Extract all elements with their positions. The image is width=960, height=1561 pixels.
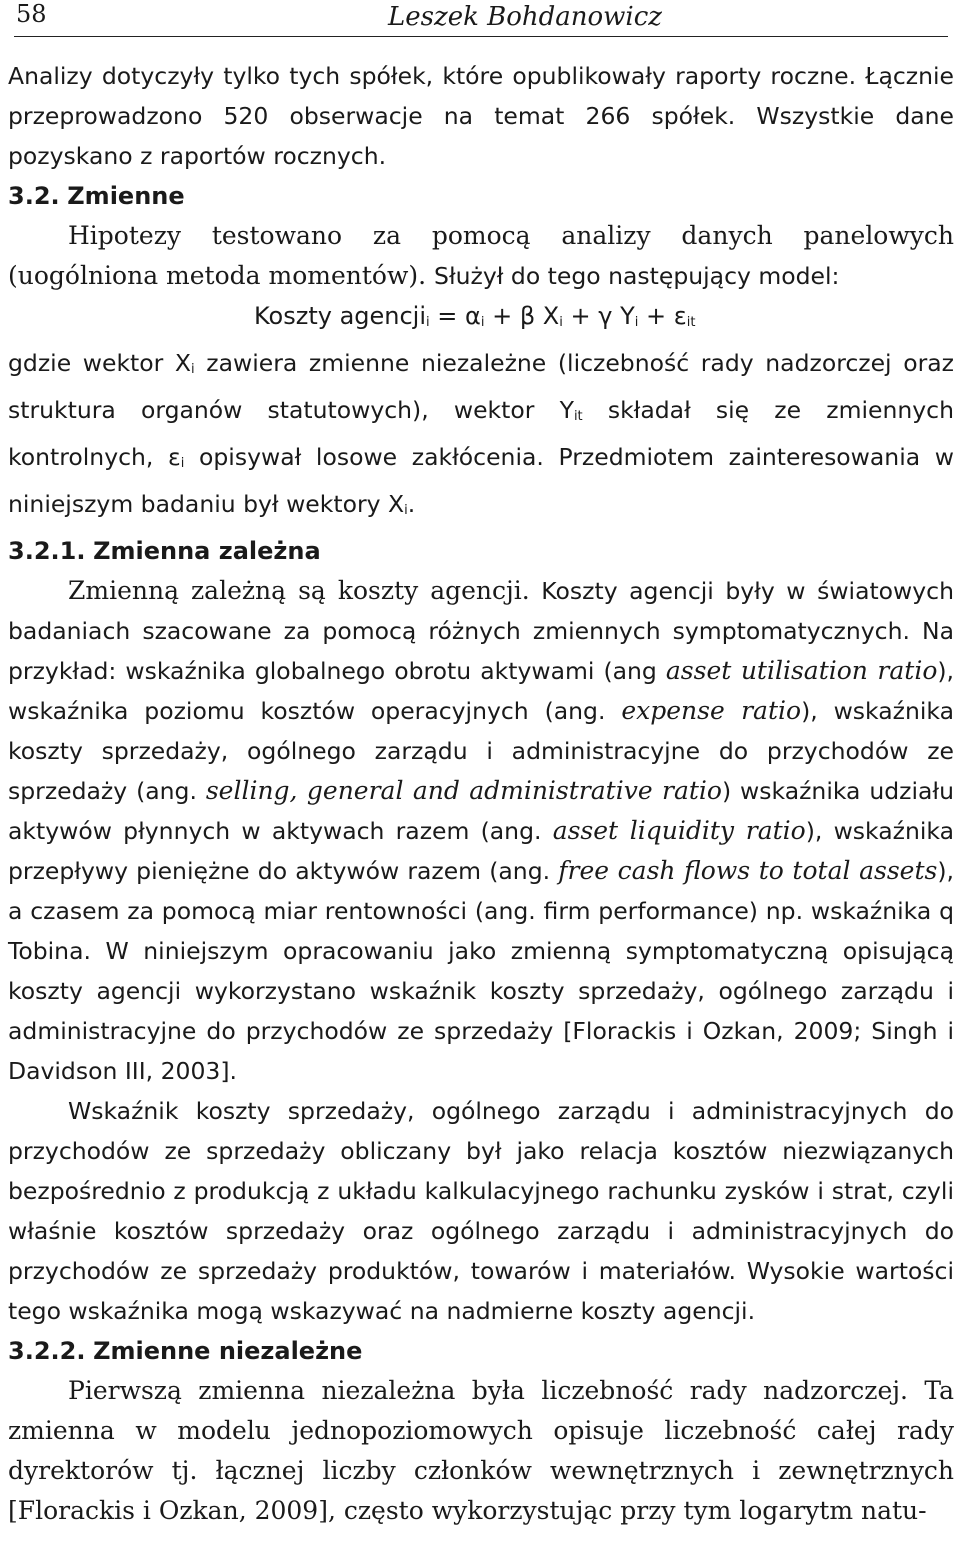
formula-sub: i — [634, 315, 639, 330]
header-rule — [14, 36, 948, 37]
running-head-author: Leszek Bohdanowicz — [388, 2, 662, 32]
text-run: ) wskaźnika udziału aktywów płynnych w aktywach razem (ang. — [8, 777, 954, 845]
formula-eq: = — [429, 302, 466, 330]
text-run: . — [407, 490, 416, 518]
paragraph-independent-variables: Pierwszą zmienna niezależna była liczebność rady nadzorczej. Ta zmienna w modelu jednopoziomowych opisuje liczebność całej rady dyrektorów tj. łącznej liczby członków wewnętrznych i zewnętrznych [Florackis i Ozkan, 2009], często wykorzystując przy tym logarytm natu- — [8, 1376, 954, 1525]
italic-term: free cash flows to total assets — [558, 856, 938, 885]
page-body — [8, 38, 954, 1531]
text-run: opisywał losowe zakłócenia. Przedmiotem zainteresowania w niniejszym badaniu był wektory X — [8, 443, 954, 518]
formula-sub: i — [559, 315, 563, 330]
section-heading-3-2-2 — [8, 1331, 954, 1371]
section-number: 3.2.1. — [8, 537, 86, 565]
paragraph-vectors — [8, 343, 954, 531]
paragraph-ratio-definition: Wskaźnik koszty sprzedaży, ogólnego zarządu i administracyjnych do przychodów ze sprzedaży obliczany był jako relacja kosztów niezwiązanych bezpośrednio z produkcją z układu kalkulacyjnego rachunku zysków i strat, czyli właśnie kosztów sprzedaży oraz ogólnego zarządu i administracyjnych do przychodów ze sprzedaży produktów, towarów i materiałów. Wysokie wartości tego wskaźnika mogą wskazywać na nadmierne koszty agencji. — [8, 1097, 954, 1325]
paragraph-text-model: Służył do tego następujący model: — [434, 262, 840, 290]
italic-term: expense ratio — [621, 696, 802, 725]
formula-term-x: + β X — [484, 302, 560, 330]
text-run: ), wskaźnika koszty sprzedaży, ogólnego zarządu i administracyjne do przychodów ze sprzedaży (ang. — [8, 697, 954, 805]
model-formula — [8, 296, 954, 343]
paragraph-text: Hipotezy testowano za pomocą analizy danych panelowych (uogólniona metoda momentów). — [8, 221, 954, 290]
text-run: Zmienną zależną są koszty agencji. — [68, 576, 530, 605]
section-heading-3-2 — [8, 176, 954, 216]
formula-term-y: + γ Y — [562, 302, 635, 330]
section-number: 3.2.2. — [8, 1337, 86, 1365]
section-title: Zmienne — [67, 182, 185, 210]
page-header — [8, 0, 954, 38]
section-heading-3-2-1 — [8, 531, 954, 571]
text-sub: i — [404, 503, 408, 518]
section-number: 3.2. — [8, 182, 60, 210]
paragraph-dependent-variable — [8, 571, 954, 1091]
formula-lhs: Koszty agencji — [254, 302, 427, 330]
intro-paragraph: Analizy dotyczyły tylko tych spółek, które opublikowały raporty roczne. Łącznie przeprowadzono 520 obserwacje na temat 266 spółek. Wszystkie dane pozyskano z raportów rocznych. — [8, 62, 954, 170]
paragraph-hypotheses — [8, 216, 954, 296]
text-run: gdzie wektor X — [8, 349, 192, 377]
italic-term: asset utilisation ratio — [665, 656, 938, 685]
formula-sub: i — [480, 315, 485, 330]
text-sub: it — [573, 409, 583, 424]
text-sub: i — [180, 456, 185, 471]
text-run: zawiera zmienne niezależne (liczebność rady nadzorczej oraz struktura organów statutowych), wektor Y — [8, 349, 954, 424]
formula-alpha: α — [465, 302, 481, 330]
text-run: ), wskaźnika przepływy pieniężne do aktywów razem (ang. — [8, 817, 954, 885]
formula-term-e: + ε — [638, 302, 687, 330]
text-run: składał się ze zmiennych kontrolnych, ε — [8, 396, 954, 471]
section-title: Zmienna zależna — [93, 537, 321, 565]
text-sub: i — [191, 362, 195, 377]
formula-sub: i — [426, 315, 430, 330]
formula-sub: it — [686, 315, 696, 330]
text-run: ), a czasem za pomocą miar rentowności (ang. firm performance) np. wskaźnika q Tobina. W niniejszym opracowaniu jako zmienną symptomatyczną opisującą koszty agencji wykorzystano wskaźnik koszty sprzedaży, ogólnego zarządu i administracyjne do przychodów ze sprzedaży [Florackis i Ozkan, 2009; Singh i Davidson III, 2003]. — [8, 857, 954, 1085]
italic-term: asset liquidity ratio — [552, 816, 806, 845]
text-run: Koszty agencji były w światowych badaniach szacowane za pomocą różnych zmiennych symptomatycznych. Na przykład: wskaźnika globalnego obrotu aktywami (ang — [8, 577, 954, 685]
italic-term: selling, general and administrative ratio — [205, 776, 722, 805]
text-run: ), wskaźnika poziomu kosztów operacyjnych (ang. — [8, 657, 955, 725]
page-number: 58 — [16, 0, 47, 28]
section-title: Zmienne niezależne — [93, 1337, 363, 1365]
